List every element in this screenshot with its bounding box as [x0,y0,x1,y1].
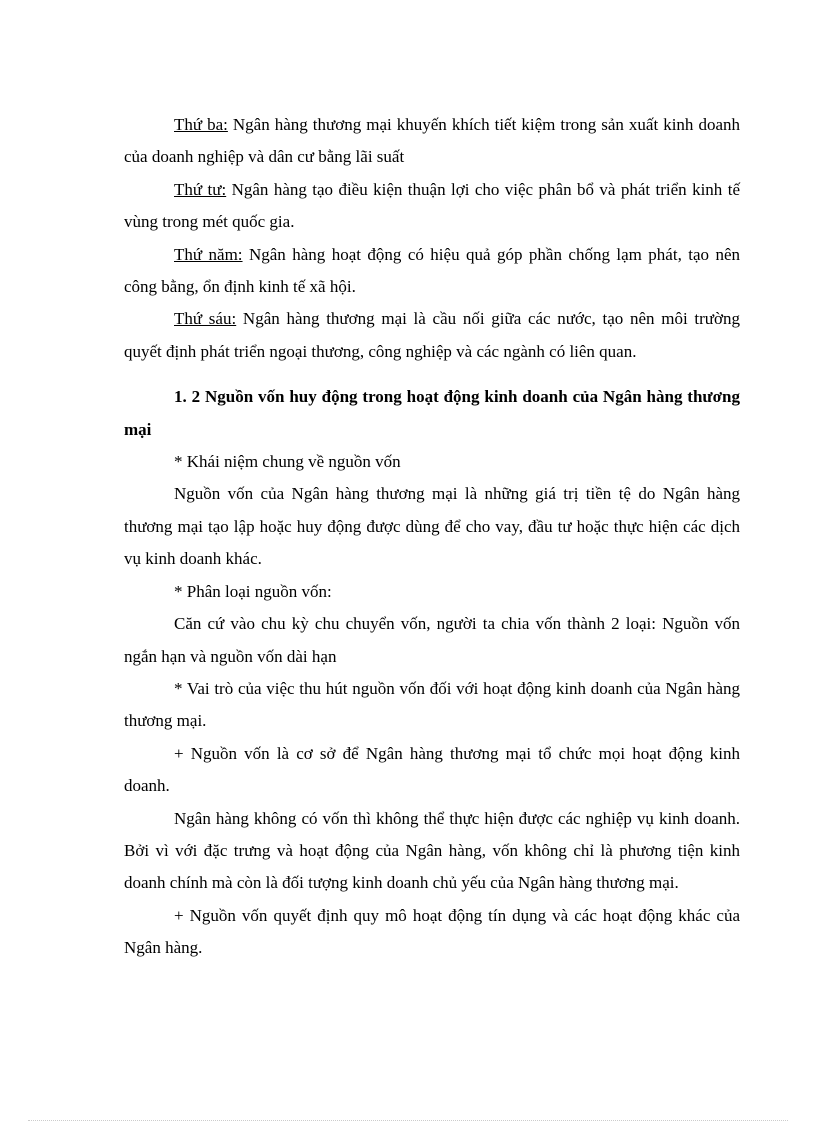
paragraph-thu-ba [124,109,740,174]
paragraph-label: Thứ sáu: [174,309,237,329]
body-paragraph: + Nguồn vốn quyết định quy mô hoạt động tín dụng và các hoạt động khác của Ngân hàng. [124,905,740,958]
paragraph-thu-tu [124,174,740,239]
paragraph-label: Thứ ba: [174,115,228,134]
body-paragraph: + Nguồn vốn là cơ sở để Ngân hàng thương mại tổ chức mọi hoạt động kinh doanh. [124,743,740,796]
page-bottom-rule [28,1120,788,1121]
paragraph-thu-nam [124,239,740,304]
body-paragraph: Căn cứ vào chu kỳ chu chuyển vốn, người ta chia vốn thành 2 loại: Nguồn vốn ngắn hạn và nguồn vốn dài hạn [124,614,740,666]
paragraph-label: Thứ tư: [174,179,227,199]
body-paragraph: * Phân loại nguồn vốn: [174,581,332,601]
body-paragraph: Ngân hàng không có vốn thì không thể thực hiện được các nghiệp vụ kinh doanh. Bởi vì với đặc trưng và hoạt động của Ngân hàng, vốn không chỉ là phương tiện kinh doanh chính mà còn là đối tượng kinh doanh chủ yếu của Ngân hàng thương mại. [124,808,740,893]
body-paragraph: Nguồn vốn của Ngân hàng thương mại là những giá trị tiền tệ do Ngân hàng thương mại tạo lập hoặc huy động được dùng để cho vay, đầu tư hoặc thực hiện các dịch vụ kinh doanh khác. [124,484,740,569]
paragraph-text: Ngân hàng thương mại là cầu nối giữa các nước, tạo nên môi trường quyết định phát triển ngoại thương, công nghiệp và các ngành có liên quan. [124,309,740,361]
section-heading: 1. 2 Nguồn vốn huy động trong hoạt động kinh doanh của Ngân hàng thương mại [124,387,740,439]
body-paragraph: * Khái niệm chung về nguồn vốn [174,452,401,472]
paragraph-thu-sau [124,303,740,368]
paragraph-text: Ngân hàng hoạt động có hiệu quả góp phần chống lạm phát, tạo nên công bằng, ổn định kinh tế xã hội. [124,244,740,297]
paragraph-label: Thứ năm: [174,244,243,264]
page-content [124,109,740,965]
body-paragraph: * Vai trò của việc thu hút nguồn vốn đối với hoạt động kinh doanh của Ngân hàng thương mại. [124,678,740,731]
paragraph-text: Ngân hàng tạo điều kiện thuận lợi cho việc phân bổ và phát triển kinh tế vùng trong mét quốc gia. [124,179,740,232]
paragraph-text: Ngân hàng thương mại khuyến khích tiết kiệm trong sản xuất kinh doanh của doanh nghiệp và dân cư bằng lãi suất [124,115,740,167]
